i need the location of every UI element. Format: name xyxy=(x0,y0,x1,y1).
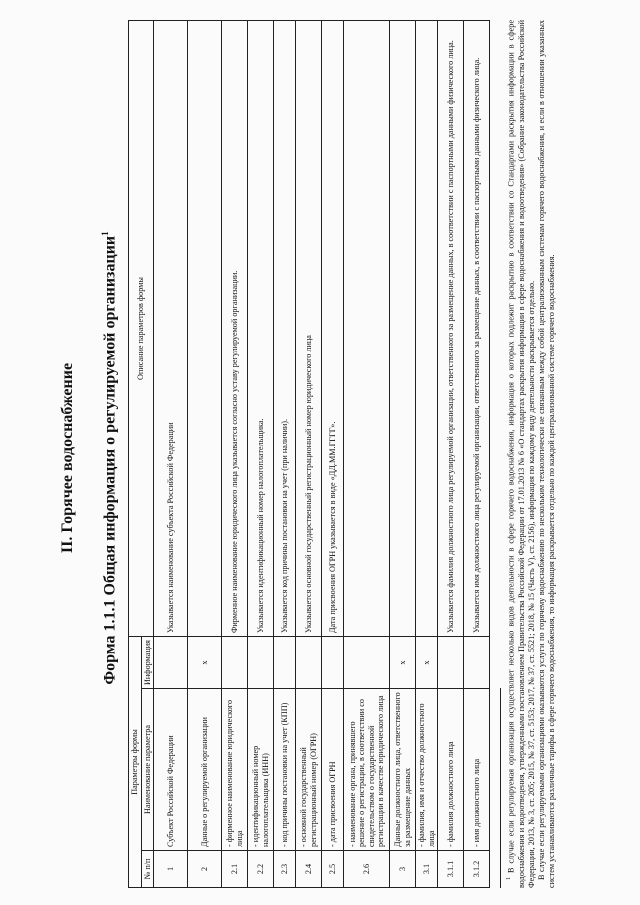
row-number: 3.1.1 xyxy=(438,851,464,888)
row-number: 2 xyxy=(188,851,222,888)
row-description xyxy=(390,21,416,637)
table-row xyxy=(322,21,344,888)
form-title-text: Форма 1.1.1 Общая информация о регулируемой организации xyxy=(101,235,119,685)
header-description: Описание параметров формы xyxy=(129,21,154,637)
footnote-number: 1 xyxy=(506,877,512,880)
table-row xyxy=(222,21,248,888)
row-information xyxy=(296,637,322,689)
table-row xyxy=(416,21,438,888)
footnote-mark: 1 xyxy=(100,231,110,236)
row-information xyxy=(248,637,274,689)
row-number: 1 xyxy=(154,851,188,888)
row-description: Указывается идентификационный номер налогоплательщика. xyxy=(248,21,274,637)
row-number: 2.5 xyxy=(322,851,344,888)
row-param-name: Субъект Российской Федерации xyxy=(154,689,188,851)
row-description: Указывается основной государственный регистрационный номер юридического лица xyxy=(296,21,322,637)
table-row xyxy=(438,21,464,888)
row-number: 3 xyxy=(390,851,416,888)
header-number: № п/п xyxy=(141,851,154,888)
footnote-paragraph-2: В случае если регулируемыми организациями оказываются услуги по горячему водоснабжению по нескольким технологически не связанным между собой централизованным системам горячего водоснабжения, и если в отношении указанных систем устанавливаются различные тарифы в сфере горячего водоснабжения, то информация раскрывается отдельно по каждой централизованной системе горячего водоснабжения. xyxy=(536,20,556,888)
row-information: x xyxy=(188,637,222,689)
footnote-divider xyxy=(500,688,501,888)
table-row xyxy=(464,21,490,888)
row-information: x xyxy=(390,637,416,689)
row-description: Указывается код причины постановки на учет (при наличии). xyxy=(274,21,296,637)
row-information xyxy=(274,637,296,689)
row-number: 2.3 xyxy=(274,851,296,888)
row-description: Фирменное наименование юридического лица указывается согласно уставу регулируемой организации. xyxy=(222,21,248,637)
row-param-name: - фамилия, имя и отчество должностного лица xyxy=(416,689,438,851)
row-description xyxy=(344,21,390,637)
row-description xyxy=(416,21,438,637)
row-information xyxy=(438,637,464,689)
row-number: 2.1 xyxy=(222,851,248,888)
row-information xyxy=(464,637,490,689)
row-param-name: - наименование органа, принявшего решение о регистрации, в соответствии со свидетельством о государственной регистрации в качестве юридического лица xyxy=(344,689,390,851)
row-information: x xyxy=(416,637,438,689)
footnote xyxy=(500,20,557,888)
row-number: 3.1.2 xyxy=(464,851,490,888)
row-param-name: - основной государственный регистрационный номер (ОГРН) xyxy=(296,689,322,851)
row-param-name: - фирменное наименование юридического лица xyxy=(222,689,248,851)
row-param-name: - имя должностного лица xyxy=(464,689,490,851)
row-description: Дата присвоения ОГРН указывается в виде «ДД.ММ.ГГГГ». xyxy=(322,21,344,637)
header-param-name: Наименование параметра xyxy=(141,689,154,851)
row-param-name: - дата присвоения ОГРН xyxy=(322,689,344,851)
row-number: 2.6 xyxy=(344,851,390,888)
row-number: 3.1 xyxy=(416,851,438,888)
row-description xyxy=(188,21,222,637)
row-number: 2.2 xyxy=(248,851,274,888)
row-information xyxy=(322,637,344,689)
footnote-text-1: В случае если регулируемая организация осуществляет несколько видов деятельности в сфере горячего водоснабжения, информация о которых подлежит раскрытию в соответствии со Стандартами раскрытия информации в сфере водоснабжения и водоотведения, утвержденными постановлением Правительства Российской Федерации от 17.01.2013 № 6 «О стандартах раскрытия информации в сфере водоснабжения и водоотведения» (Собрание законодательства Российской Федерации, 2013, № 3, ст. 205; 2015, № 37, ст. 5153; 2017, № 37, ст. 5521; 2018, № 15 (Часть V), ст. 2156), информация по каждому виду деятельности раскрывается отдельно. xyxy=(506,20,536,888)
header-information: Информация xyxy=(141,637,154,689)
row-description: Указывается имя должностного лица регулируемой организации, ответственного за размещение данных, в соответствии с паспортными данными физического лица. xyxy=(464,21,490,637)
rotated-page xyxy=(58,8,578,888)
table-row xyxy=(296,21,322,888)
row-param-name: - код причины постановки на учет (КПП) xyxy=(274,689,296,851)
row-param-name: - фамилия должностного лица xyxy=(438,689,464,851)
header-form-params: Параметры формы xyxy=(129,637,142,888)
row-description: Указывается фамилия должностного лица регулируемой организации, ответственного за размещение данных, в соответствии с паспортными данными физического лица. xyxy=(438,21,464,637)
row-param-name: Данные о регулируемой организации xyxy=(188,689,222,851)
row-information xyxy=(154,637,188,689)
table-header-row xyxy=(129,21,142,888)
row-information xyxy=(344,637,390,689)
section-title: II. Горячее водоснабжение xyxy=(59,362,76,554)
table-row xyxy=(390,21,416,888)
form-title xyxy=(100,28,119,888)
table-row xyxy=(344,21,390,888)
table-row xyxy=(188,21,222,888)
table-row xyxy=(248,21,274,888)
row-description: Указывается наименование субъекта Российской Федерации xyxy=(154,21,188,637)
table-row xyxy=(274,21,296,888)
footnote-paragraph-1 xyxy=(504,20,537,888)
table-row xyxy=(154,21,188,888)
form-parameters-table xyxy=(128,20,490,888)
row-number: 2.4 xyxy=(296,851,322,888)
row-param-name: Данные должностного лица, ответственного за размещение данных xyxy=(390,689,416,851)
row-param-name: - идентификационный номер налогоплательщика (ИНН) xyxy=(248,689,274,851)
row-information xyxy=(222,637,248,689)
